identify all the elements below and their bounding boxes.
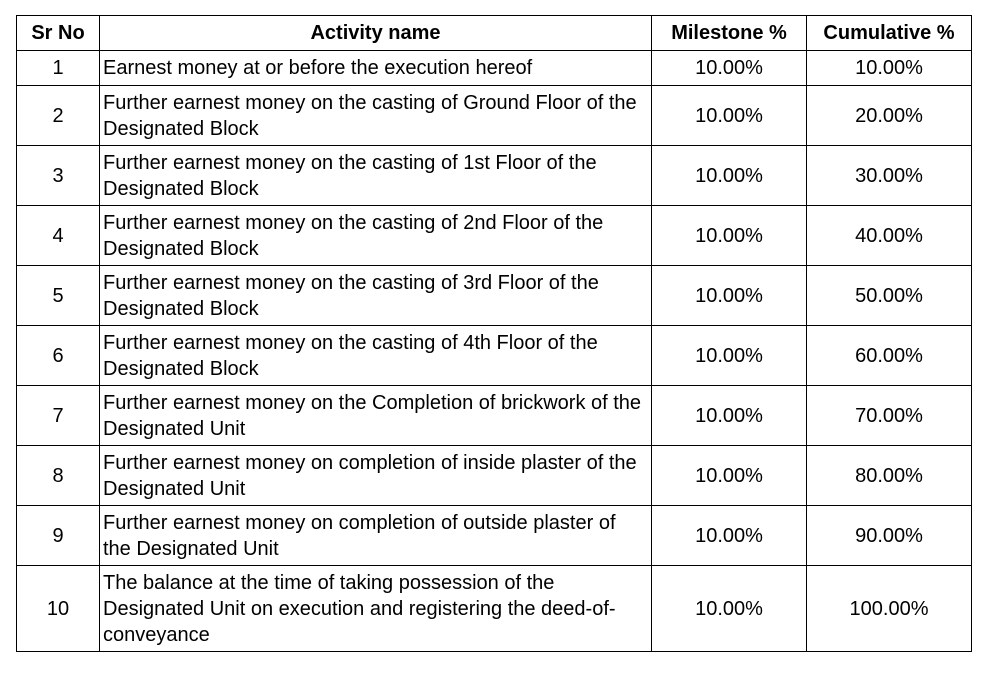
cell-activity: Further earnest money on completion of outside plaster of the Designated Unit [100, 506, 652, 566]
cell-activity: Further earnest money on the casting of 4th Floor of the Designated Block [100, 326, 652, 386]
cell-milestone: 10.00% [652, 51, 807, 86]
cell-sr-no: 7 [17, 386, 100, 446]
cell-milestone: 10.00% [652, 386, 807, 446]
table-row [17, 51, 972, 86]
cell-cumulative: 90.00% [807, 506, 972, 566]
cell-activity: Further earnest money on the casting of Ground Floor of the Designated Block [100, 86, 652, 146]
cell-milestone: 10.00% [652, 206, 807, 266]
table-row [17, 386, 972, 446]
cell-sr-no: 6 [17, 326, 100, 386]
cell-sr-no: 4 [17, 206, 100, 266]
cell-activity: Further earnest money on the Completion of brickwork of the Designated Unit [100, 386, 652, 446]
header-sr-no: Sr No [17, 16, 100, 51]
table-row [17, 146, 972, 206]
cell-sr-no: 10 [17, 566, 100, 652]
cell-sr-no: 2 [17, 86, 100, 146]
cell-milestone: 10.00% [652, 566, 807, 652]
cell-sr-no: 8 [17, 446, 100, 506]
cell-sr-no: 9 [17, 506, 100, 566]
cell-milestone: 10.00% [652, 446, 807, 506]
cell-milestone: 10.00% [652, 146, 807, 206]
cell-milestone: 10.00% [652, 86, 807, 146]
table-row [17, 326, 972, 386]
table-row [17, 206, 972, 266]
cell-cumulative: 80.00% [807, 446, 972, 506]
cell-cumulative: 40.00% [807, 206, 972, 266]
cell-cumulative: 30.00% [807, 146, 972, 206]
payment-schedule-table [16, 15, 972, 652]
table-row [17, 506, 972, 566]
cell-cumulative: 60.00% [807, 326, 972, 386]
cell-cumulative: 10.00% [807, 51, 972, 86]
cell-activity: The balance at the time of taking possession of the Designated Unit on execution and registering the deed-of-conveyance [100, 566, 652, 652]
table-row [17, 86, 972, 146]
cell-activity: Further earnest money on the casting of 3rd Floor of the Designated Block [100, 266, 652, 326]
cell-sr-no: 5 [17, 266, 100, 326]
cell-activity: Earnest money at or before the execution hereof [100, 51, 652, 86]
table-row [17, 446, 972, 506]
cell-activity: Further earnest money on completion of inside plaster of the Designated Unit [100, 446, 652, 506]
cell-activity: Further earnest money on the casting of 1st Floor of the Designated Block [100, 146, 652, 206]
cell-cumulative: 70.00% [807, 386, 972, 446]
cell-milestone: 10.00% [652, 326, 807, 386]
cell-sr-no: 3 [17, 146, 100, 206]
cell-sr-no: 1 [17, 51, 100, 86]
table-row [17, 266, 972, 326]
header-cumulative-percent: Cumulative % [807, 16, 972, 51]
table-row [17, 566, 972, 652]
header-activity-name: Activity name [100, 16, 652, 51]
cell-milestone: 10.00% [652, 506, 807, 566]
cell-cumulative: 100.00% [807, 566, 972, 652]
cell-milestone: 10.00% [652, 266, 807, 326]
table-header-row [17, 16, 972, 51]
header-milestone-percent: Milestone % [652, 16, 807, 51]
cell-cumulative: 20.00% [807, 86, 972, 146]
payment-schedule [16, 15, 972, 652]
cell-activity: Further earnest money on the casting of 2nd Floor of the Designated Block [100, 206, 652, 266]
cell-cumulative: 50.00% [807, 266, 972, 326]
